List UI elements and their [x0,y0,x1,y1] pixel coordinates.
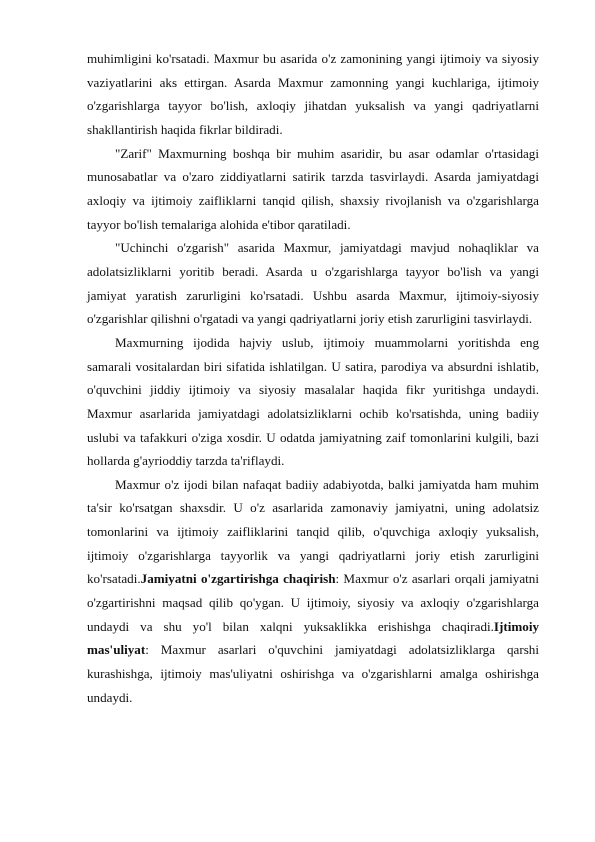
bold-phrase: Jamiyatni o'zgartirishga chaqirish [140,571,336,587]
body-text [87,47,539,709]
text-run: Maxmur o'z ijodi bilan nafaqat badiiy adabiyotda, balki jamiyatda ham muhim ta'sir ko'rsatgan shaxsdir. U o'z asarlarida zamonaviy jamiyatni, uning adolatsiz tomonlarini va ijtimoiy zaifliklarini tanqid qilib, o'quvchiga axloqiy yuksalish, ijtimoiy o'zgarishlarga tayyorlik va yangi qadriyatlarni joriy etish zarurligini ko'rsatadi. [87,476,539,587]
text-run: "Uchinchi o'zgarish" asarida Maxmur, jamiyatdagi mavjud nohaqliklar va adolatsizliklarni yoritib beradi. Asarda u o'zgarishlarga tayyor bo'lish va yangi jamiyat yaratish zarurligini ko'rsatadi. Ushbu asarda Maxmur, ijtimoiy-siyosiy o'zgarishlar qilishni o'rgatadi va yangi qadriyatlarni joriy etish zarurligini tasvirlaydi. [87,240,539,327]
paragraph-1 [87,47,539,142]
bold-phrase: Ijtimoiy mas'uliyat [87,618,539,658]
text-run: : Maxmur asarlari o'quvchini jamiyatdagi adolatsizliklarga qarshi kurashishga, ijtimoiy mas'uliyatni oshirishga va o'zgarishlarni amalga oshirishga undaydi. [87,642,539,705]
paragraph-5 [87,473,539,710]
text-run: Maxmurning ijodida hajviy uslub, ijtimoiy muammolarni yoritishda eng samarali vositalardan biri sifatida ishlatilgan. U satira, parodiya va absurdni ishlatib, o'quvchini jiddiy ijtimoiy va siyosiy masalalar haqida fikr yuritishga undaydi. Maxmur asarlarida jamiyatdagi adolatsizliklarni ochib ko'rsatishda, uning badiiy uslubi va tafakkuri o'ziga xosdir. U odatda jamiyatning zaif tomonlarini kulgili, bazi hollarda g'ayrioddiy tarzda ta'riflaydi. [87,334,539,469]
text-run: muhimligini ko'rsatadi. Maxmur bu asarida o'z zamonining yangi ijtimoiy va siyosiy vaziyatlarini aks ettirgan. Asarda Maxmur zamonning yangi kuchlariga, ijtimoiy o'zgarishlarga tayyor bo'lish, axloqiy jihatdan yuksalish va yangi qadriyatlarni shakllantirish haqida fikrlar bildiradi. [87,51,539,137]
text-run: "Zarif" Maxmurning boshqa bir muhim asaridir, bu asar odamlar o'rtasidagi munosabatlar va o'zaro ziddiyatlarni satirik tarzda tasvirlaydi. Asarda jamiyatdagi axloqiy va ijtimoiy zaifliklarni tanqid qilish, shaxsiy rivojlanish va o'zgarishlarga tayyor bo'lish temalariga alohida e'tibor qaratiladi. [87,145,539,232]
paragraph-2 [87,142,539,237]
paragraph-3 [87,236,539,331]
text-run: : Maxmur o'z asarlari orqali jamiyatni o'zgartirishni maqsad qilib qo'ygan. U ijtimoiy, siyosiy va axloqiy o'zgarishlarga undaydi va shu yo'l bilan xalqni yuksaklikka erishishga chaqiradi. [87,571,539,634]
paragraph-4 [87,331,539,473]
